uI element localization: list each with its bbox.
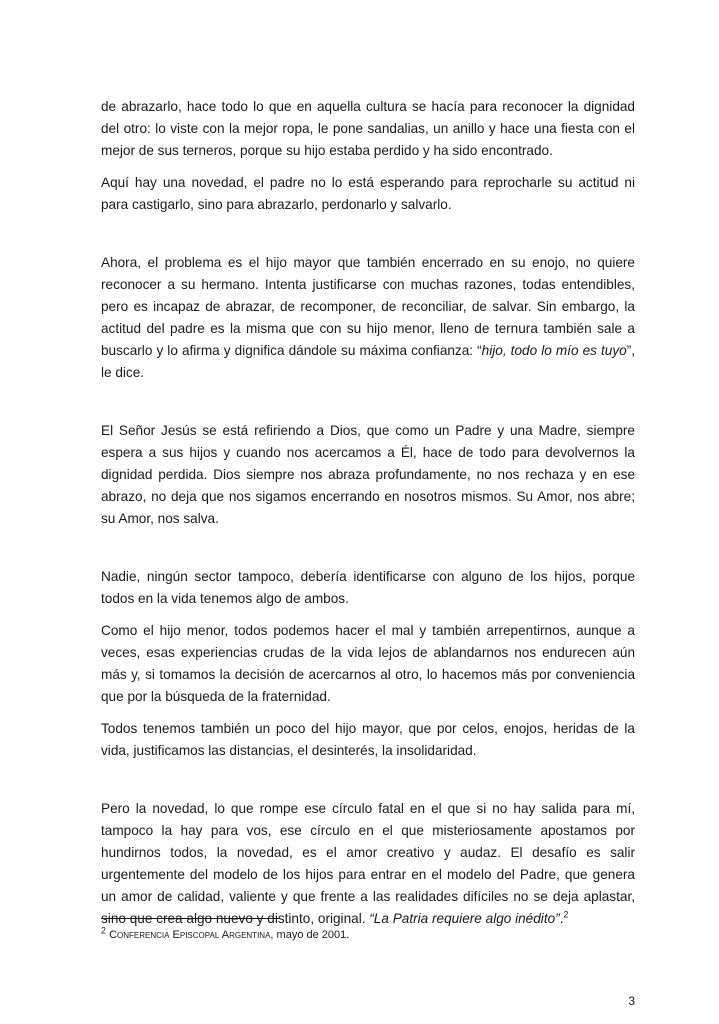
- paragraph-2: Aquí hay una novedad, el padre no lo está esperando para reprocharle su actitud ni para castigarlo, sino para abrazarlo, perdonarlo y salvarlo.: [101, 175, 635, 212]
- body-text: [101, 96, 635, 930]
- paragraph-4: El Señor Jesús se está refiriendo a Dios, que como un Padre y una Madre, siempre espera a sus hijos y cuando nos acercamos a Él, hace de todo para devolvernos la dignidad perdida. Dios siempre nos abraza profundamente, no nos rechaza y en ese abrazo, no deja que nos sigamos encerrando en nosotros mismos. Su Amor, nos abre; su Amor, nos salva.: [101, 423, 635, 526]
- footnote-text: , mayo de 2001.: [270, 929, 350, 941]
- footnote: [101, 925, 635, 942]
- paragraph-3-tail: ”, le dice.: [101, 343, 635, 380]
- paragraph-8-tail: .: [559, 911, 564, 926]
- paragraph-6: Como el hijo menor, todos podemos hacer el mal y también arrepentirnos, aunque a veces, esas experiencias crudas de la vida lejos de ablandarnos nos endurecen aún más y, si tomamos la decisión de acercarnos al otro, lo hacemos más por conveniencia que por la búsqueda de la fraternidad.: [101, 623, 635, 704]
- paragraph-3-text: Ahora, el problema es el hijo mayor que también encerrado en su enojo, no quiere reconocer a su hermano. Intenta justificarse con muchas razones, todas entendibles, pero es incapaz de abrazar, de recomponer, de reconciliar, de salvar. Sin embargo, la actitud del padre es la misma que con su hijo menor, lleno de ternura también sale a buscarlo y lo afirma y dignifica dándole su máxima confianza: “: [101, 255, 635, 358]
- paragraph-5: Nadie, ningún sector tampoco, debería identificarse con alguno de los hijos, porque todos en la vida tenemos algo de ambos.: [101, 569, 635, 606]
- paragraph-3-quote: hijo, todo lo mío es tuyo: [481, 343, 627, 358]
- paragraph-8-quote: “La Patria requiere algo inédito”: [369, 911, 560, 926]
- paragraph-1: de abrazarlo, hace todo lo que en aquella cultura se hacía para reconocer la dignidad del otro: lo viste con la mejor ropa, le pone sandalias, un anillo y hace una fiesta con el mejor de sus terneros, porque su hijo estaba perdido y ha sido encontrado.: [101, 99, 635, 158]
- footnote-marker: 2: [101, 925, 107, 936]
- paragraph-7: Todos tenemos también un poco del hijo mayor, que por celos, enojos, heridas de la vida, justificamos las distancias, el desinterés, la insolidaridad.: [101, 721, 635, 758]
- paragraph-8: [101, 798, 635, 930]
- footnote-separator: [101, 918, 279, 919]
- paragraph-3: [101, 252, 635, 384]
- footnote-reference[interactable]: 2: [563, 909, 569, 920]
- page-number: 3: [628, 994, 635, 1008]
- paragraph-8-text: Pero la novedad, lo que rompe ese círculo fatal en el que si no hay salida para mí, tampoco la hay para vos, ese círculo en el que misteriosamente apostamos por hundirnos todos, la novedad, es el amor creativo y audaz. El desafío es salir urgentemente del modelo de los hijos para entrar en el modelo del Padre, que genera un amor de calidad, valiente y que frente a las realidades difíciles no se deja aplastar, sino que crea algo nuevo y distinto, original.: [101, 801, 635, 926]
- footnote-source: Conferencia Episcopal Argentina: [109, 929, 271, 941]
